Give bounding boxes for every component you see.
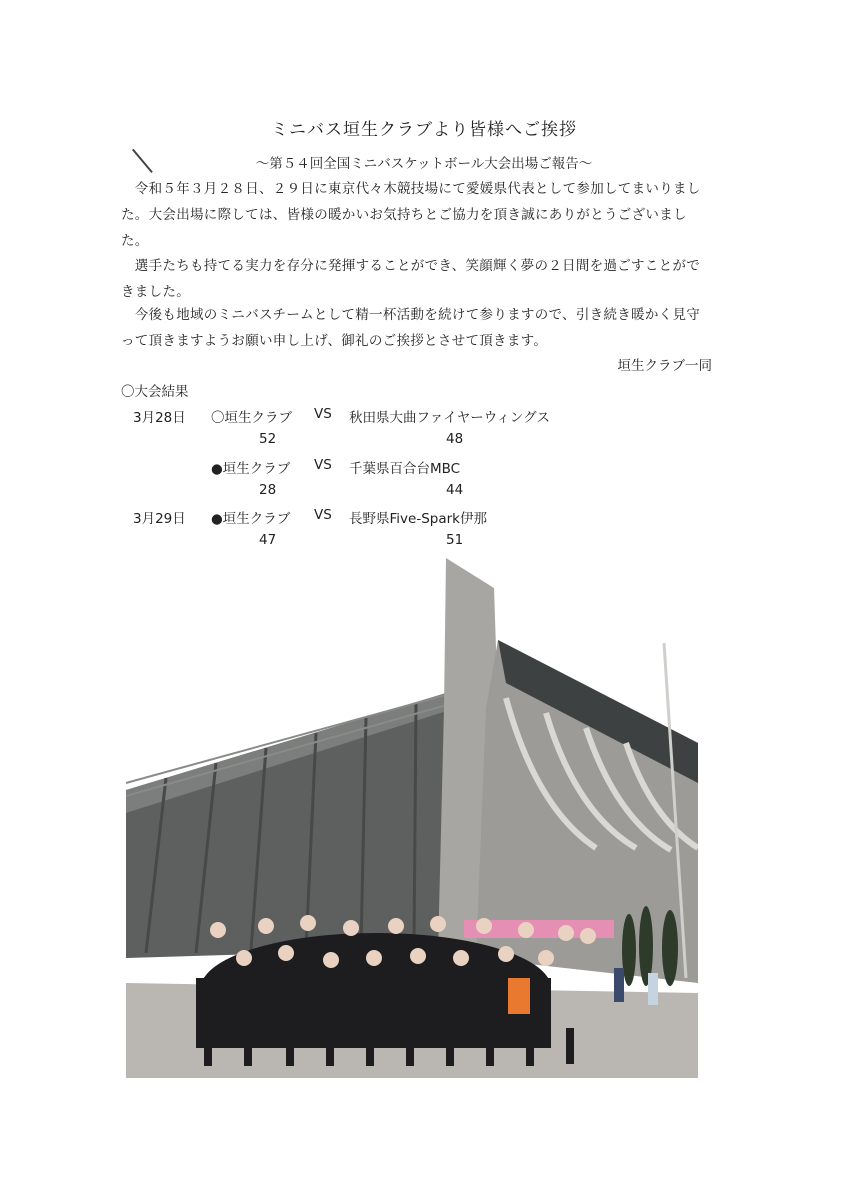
game-1-opponent: 秋田県大曲ファイヤーウィングス	[349, 410, 551, 426]
game-1-date: 3月28日	[133, 410, 186, 426]
team-photo-illustration	[126, 558, 698, 1078]
signature: 垣生クラブ一同	[617, 358, 712, 374]
letter-subtitle: ～第５４回全国ミニバスケットボール大会出場ご報告～	[255, 156, 593, 172]
game-2-score-opponent: 44	[446, 482, 464, 498]
game-2-opponent: 千葉県百合台MBC	[349, 461, 461, 477]
game-3-opponent: 長野県Five-Spark伊那	[349, 511, 487, 527]
game-2-team: ●垣生クラブ	[211, 461, 291, 477]
game-3-date: 3月29日	[133, 511, 186, 527]
game-3-vs: VS	[314, 507, 332, 523]
game-1-score-opponent: 48	[446, 431, 464, 447]
paragraph-1: 令和５年３月２８日、２９日に東京代々木競技場にて愛媛県代表として参加してまいりました。大会出場に際しては、皆様の暖かいお気持ちとご協力を頂き誠にありがとうございました。	[121, 181, 701, 249]
game-2-vs: VS	[314, 457, 332, 473]
letter-title: ミニバス垣生クラブより皆様へご挨拶	[271, 120, 577, 140]
game-2-score-team: 28	[259, 482, 277, 498]
paragraph-2: 選手たちも持てる実力を存分に発揮することができ、笑顔輝く夢の２日間を過ごすことができました。	[121, 258, 701, 300]
team-photo	[126, 558, 698, 1078]
game-1-team: 〇垣生クラブ	[211, 410, 292, 426]
game-1-score-team: 52	[259, 431, 277, 447]
game-3-score-team: 47	[259, 532, 277, 548]
game-3-score-opponent: 51	[446, 532, 464, 548]
results-heading: 〇大会結果	[121, 384, 189, 400]
game-3-team: ●垣生クラブ	[211, 511, 291, 527]
paragraph-3: 今後も地域のミニバスチームとして精一杯活動を続けて参りますので、引き続き暖かく見守って頂きますようお願い申し上げ、御礼のご挨拶とさせて頂きます。	[121, 307, 701, 349]
game-1-vs: VS	[314, 406, 332, 422]
